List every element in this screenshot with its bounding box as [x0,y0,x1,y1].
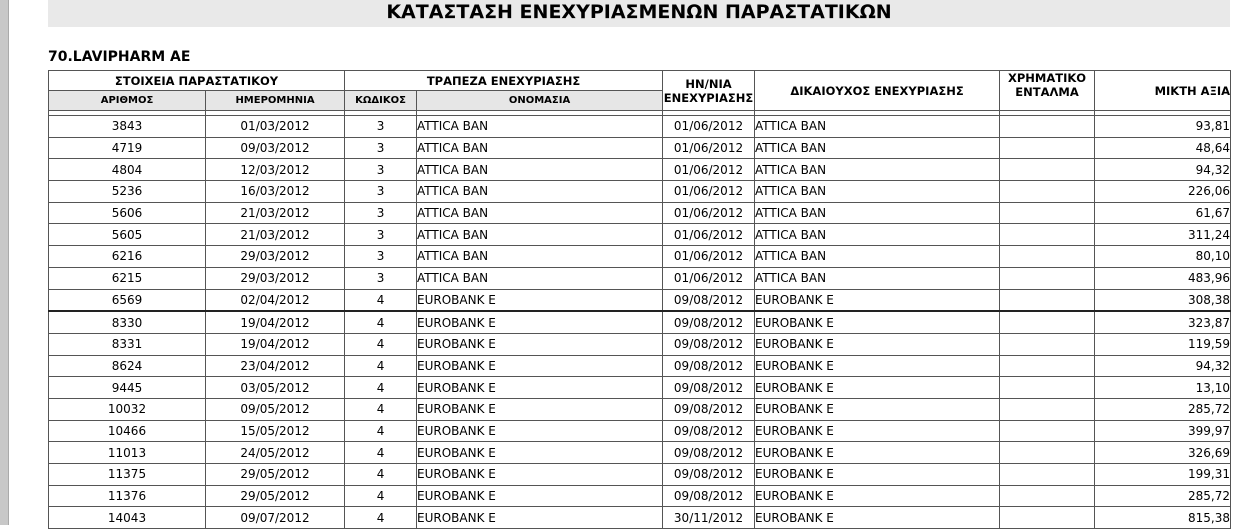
cell-money-order [1000,420,1095,442]
cell-money-order [1000,311,1095,333]
cell-money-order [1000,224,1095,246]
header-pledge-date-line1: ΗΝ/ΝΙΑ [685,76,732,91]
cell-date: 01/03/2012 [206,116,345,138]
cell-money-order [1000,181,1095,203]
cell-pledge-date: 09/08/2012 [663,485,755,507]
cell-pledge-date: 09/08/2012 [663,333,755,355]
cell-gross-value: 311,24 [1095,224,1231,246]
cell-beneficiary: ATTICA BAN [755,267,1000,289]
cell-beneficiary: EUROBANK E [755,420,1000,442]
table-row [49,464,1231,486]
cell-money-order [1000,116,1095,138]
cell-date: 19/04/2012 [206,333,345,355]
cell-number: 9445 [49,377,206,399]
table-row [49,202,1231,224]
cell-pledge-date: 01/06/2012 [663,181,755,203]
cell-beneficiary: ATTICA BAN [755,224,1000,246]
cell-number: 11013 [49,442,206,464]
header-beneficiary: ΔΙΚΑΙΟΥΧΟΣ ΕΝΕΧΥΡΙΑΣΗΣ [755,71,1000,111]
cell-code: 3 [345,246,417,268]
table-row [49,398,1231,420]
cell-number: 5236 [49,181,206,203]
cell-beneficiary: EUROBANK E [755,507,1000,529]
header-row-groups [49,71,1231,91]
cell-code: 3 [345,116,417,138]
cell-date: 29/05/2012 [206,485,345,507]
cell-gross-value: 308,38 [1095,289,1231,311]
cell-date: 19/04/2012 [206,311,345,333]
cell-money-order [1000,267,1095,289]
table-row [49,311,1231,333]
cell-pledge-date: 09/08/2012 [663,355,755,377]
cell-number: 4804 [49,159,206,181]
cell-beneficiary: ATTICA BAN [755,159,1000,181]
cell-pledge-date: 09/08/2012 [663,464,755,486]
cell-gross-value: 226,06 [1095,181,1231,203]
table-row [49,116,1231,138]
cell-bank-name: ATTICA BAN [417,116,663,138]
cell-number: 11375 [49,464,206,486]
table-row [49,181,1231,203]
cell-code: 4 [345,311,417,333]
cell-gross-value: 119,59 [1095,333,1231,355]
cell-date: 29/05/2012 [206,464,345,486]
cell-pledge-date: 01/06/2012 [663,267,755,289]
cell-number: 5605 [49,224,206,246]
cell-money-order [1000,137,1095,159]
cell-bank-name: EUROBANK E [417,355,663,377]
cell-gross-value: 94,32 [1095,355,1231,377]
table-row [49,159,1231,181]
cell-bank-name: EUROBANK E [417,420,663,442]
cell-money-order [1000,464,1095,486]
cell-beneficiary: EUROBANK E [755,355,1000,377]
cell-bank-name: ATTICA BAN [417,159,663,181]
header-pledge-date [663,71,755,111]
cell-date: 16/03/2012 [206,181,345,203]
cell-code: 4 [345,377,417,399]
cell-code: 4 [345,289,417,311]
cell-date: 24/05/2012 [206,442,345,464]
cell-bank-name: ATTICA BAN [417,267,663,289]
cell-money-order [1000,485,1095,507]
cell-number: 6569 [49,289,206,311]
cell-number: 4719 [49,137,206,159]
header-money-order-line1: ΧΡΗΜΑΤΙΚΟ [1007,71,1087,85]
cell-bank-name: EUROBANK E [417,311,663,333]
cell-date: 09/05/2012 [206,398,345,420]
header-number: ΑΡΙΘΜΟΣ [49,91,206,111]
cell-date: 23/04/2012 [206,355,345,377]
cell-bank-name: EUROBANK E [417,398,663,420]
cell-money-order [1000,333,1095,355]
cell-beneficiary: EUROBANK E [755,464,1000,486]
cell-pledge-date: 01/06/2012 [663,224,755,246]
cell-money-order [1000,289,1095,311]
cell-bank-name: EUROBANK E [417,333,663,355]
table-row [49,485,1231,507]
cell-gross-value: 483,96 [1095,267,1231,289]
cell-code: 4 [345,442,417,464]
cell-beneficiary: EUROBANK E [755,333,1000,355]
table-row [49,224,1231,246]
header-document-group: ΣΤΟΙΧΕΙΑ ΠΑΡΑΣΤΑΤΙΚΟΥ [49,71,345,91]
cell-bank-name: EUROBANK E [417,289,663,311]
cell-pledge-date: 01/06/2012 [663,116,755,138]
table-row [49,420,1231,442]
cell-money-order [1000,377,1095,399]
table-row [49,442,1231,464]
cell-gross-value: 815,38 [1095,507,1231,529]
cell-code: 3 [345,202,417,224]
header-gross-value: ΜΙΚΤΗ ΑΞΙΑ [1095,71,1231,111]
cell-number: 3843 [49,116,206,138]
cell-number: 6216 [49,246,206,268]
cell-date: 09/07/2012 [206,507,345,529]
cell-money-order [1000,159,1095,181]
cell-bank-name: EUROBANK E [417,464,663,486]
table-row [49,289,1231,311]
cell-beneficiary: EUROBANK E [755,311,1000,333]
cell-bank-name: EUROBANK E [417,442,663,464]
cell-gross-value: 399,97 [1095,420,1231,442]
cell-date: 29/03/2012 [206,246,345,268]
cell-pledge-date: 09/08/2012 [663,377,755,399]
cell-money-order [1000,442,1095,464]
cell-money-order [1000,202,1095,224]
cell-gross-value: 285,72 [1095,398,1231,420]
cell-code: 4 [345,485,417,507]
cell-date: 29/03/2012 [206,267,345,289]
cell-money-order [1000,355,1095,377]
cell-beneficiary: ATTICA BAN [755,202,1000,224]
table-row [49,267,1231,289]
header-money-order [1000,71,1095,111]
cell-pledge-date: 09/08/2012 [663,311,755,333]
header-pledge-date-line2: ΕΝΕΧΥΡΙΑΣΗΣ [663,90,754,105]
cell-code: 3 [345,224,417,246]
cell-gross-value: 93,81 [1095,116,1231,138]
header-name: ΟΝΟΜΑΣΙΑ [417,91,663,111]
cell-number: 8331 [49,333,206,355]
header-date: ΗΜΕΡΟΜΗΝΙΑ [206,91,345,111]
cell-gross-value: 61,67 [1095,202,1231,224]
company-heading: 70.LAVIPHARM AE [48,49,191,65]
cell-gross-value: 285,72 [1095,485,1231,507]
cell-pledge-date: 09/08/2012 [663,442,755,464]
cell-bank-name: ATTICA BAN [417,246,663,268]
cell-bank-name: EUROBANK E [417,485,663,507]
table-row [49,333,1231,355]
cell-bank-name: EUROBANK E [417,377,663,399]
cell-code: 4 [345,398,417,420]
cell-gross-value: 94,32 [1095,159,1231,181]
cell-beneficiary: EUROBANK E [755,442,1000,464]
cell-beneficiary: ATTICA BAN [755,116,1000,138]
cell-code: 3 [345,159,417,181]
cell-number: 10032 [49,398,206,420]
pledged-documents-table [48,70,1231,529]
cell-date: 09/03/2012 [206,137,345,159]
cell-code: 4 [345,464,417,486]
cell-beneficiary: EUROBANK E [755,377,1000,399]
cell-gross-value: 80,10 [1095,246,1231,268]
cell-gross-value: 326,69 [1095,442,1231,464]
cell-number: 11376 [49,485,206,507]
table-row [49,377,1231,399]
cell-code: 3 [345,267,417,289]
cell-pledge-date: 01/06/2012 [663,137,755,159]
cell-beneficiary: ATTICA BAN [755,246,1000,268]
cell-gross-value: 199,31 [1095,464,1231,486]
report-title: ΚΑΤΑΣΤΑΣΗ ΕΝΕΧΥΡΙΑΣΜΕΝΩΝ ΠΑΡΑΣΤΑΤΙΚΩΝ [48,0,1230,27]
cell-pledge-date: 30/11/2012 [663,507,755,529]
table-row [49,137,1231,159]
cell-number: 10466 [49,420,206,442]
cell-bank-name: ATTICA BAN [417,181,663,203]
table-row [49,246,1231,268]
cell-gross-value: 48,64 [1095,137,1231,159]
cell-date: 21/03/2012 [206,202,345,224]
table-row [49,355,1231,377]
cell-pledge-date: 09/08/2012 [663,420,755,442]
cell-money-order [1000,398,1095,420]
cell-number: 6215 [49,267,206,289]
cell-bank-name: ATTICA BAN [417,137,663,159]
cell-bank-name: ATTICA BAN [417,202,663,224]
cell-code: 4 [345,507,417,529]
cell-bank-name: EUROBANK E [417,507,663,529]
cell-code: 4 [345,420,417,442]
cell-number: 14043 [49,507,206,529]
cell-date: 15/05/2012 [206,420,345,442]
cell-beneficiary: EUROBANK E [755,398,1000,420]
cell-number: 5606 [49,202,206,224]
cell-beneficiary: ATTICA BAN [755,181,1000,203]
cell-beneficiary: EUROBANK E [755,289,1000,311]
cell-money-order [1000,507,1095,529]
cell-pledge-date: 01/06/2012 [663,246,755,268]
table-row [49,507,1231,529]
header-code: ΚΩΔΙΚΟΣ [345,91,417,111]
cell-pledge-date: 01/06/2012 [663,202,755,224]
cell-money-order [1000,246,1095,268]
cell-code: 3 [345,137,417,159]
cell-gross-value: 13,10 [1095,377,1231,399]
cell-code: 3 [345,181,417,203]
header-bank-group: ΤΡΑΠΕΖΑ ΕΝΕΧΥΡΙΑΣΗΣ [345,71,663,91]
cell-beneficiary: EUROBANK E [755,485,1000,507]
cell-date: 03/05/2012 [206,377,345,399]
cell-pledge-date: 09/08/2012 [663,289,755,311]
cell-number: 8624 [49,355,206,377]
cell-code: 4 [345,355,417,377]
cell-number: 8330 [49,311,206,333]
cell-code: 4 [345,333,417,355]
cell-date: 21/03/2012 [206,224,345,246]
cell-date: 12/03/2012 [206,159,345,181]
cell-pledge-date: 09/08/2012 [663,398,755,420]
window-left-edge [0,0,9,525]
header-money-order-line2: ΕΝΤΑΛΜΑ [1015,85,1079,99]
cell-pledge-date: 01/06/2012 [663,159,755,181]
cell-date: 02/04/2012 [206,289,345,311]
cell-gross-value: 323,87 [1095,311,1231,333]
cell-beneficiary: ATTICA BAN [755,137,1000,159]
cell-bank-name: ATTICA BAN [417,224,663,246]
